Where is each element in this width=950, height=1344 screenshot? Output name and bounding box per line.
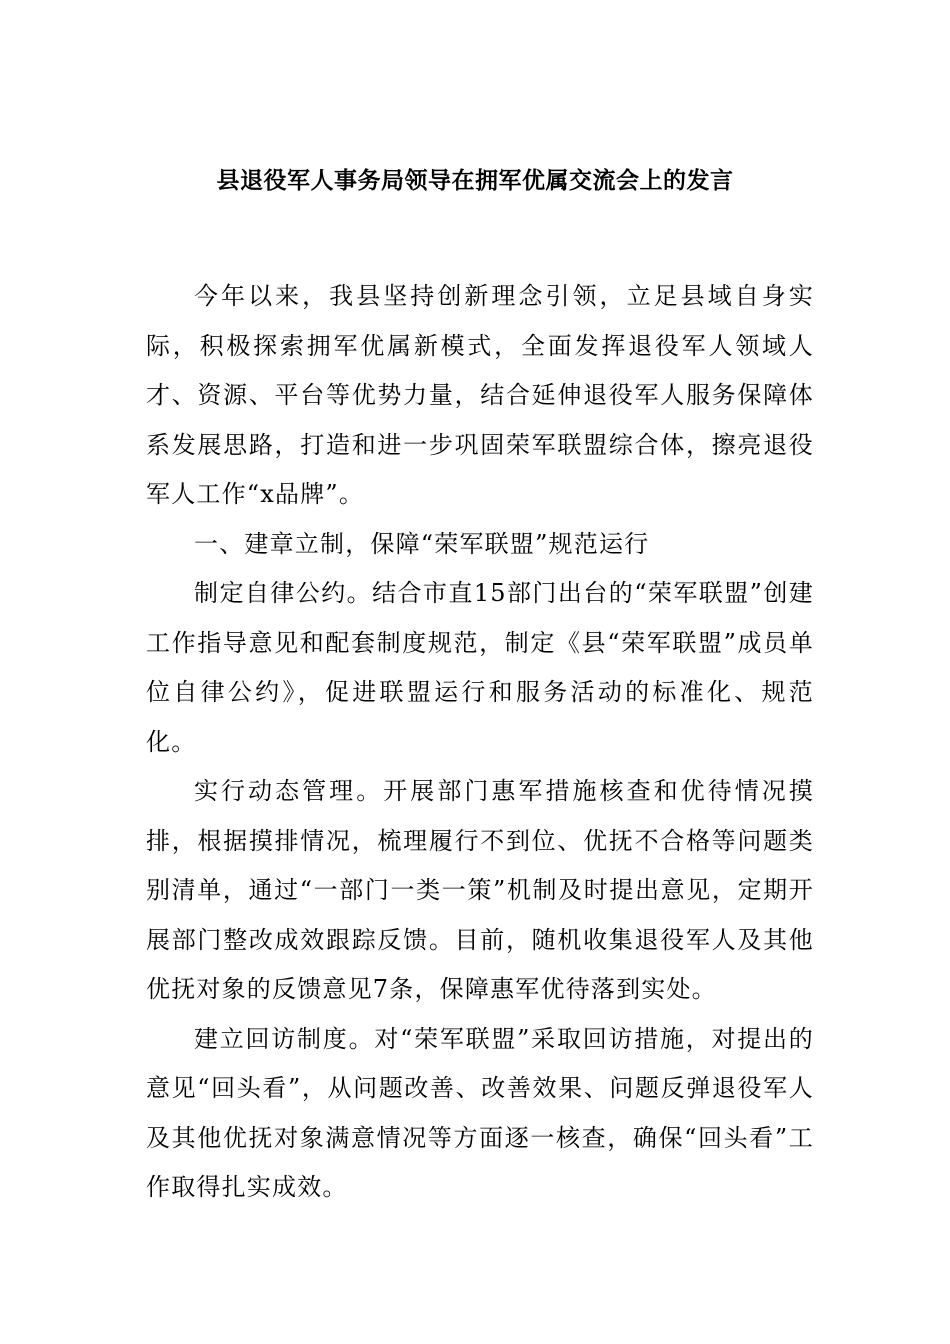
paragraph-self-discipline: 制定自律公约。结合市直15部门出台的“荣军联盟”创建工作指导意见和配套制度规范，制定《县“荣军联盟”成员单位自律公约》，促进联盟运行和服务活动的标准化、规范化。 bbox=[146, 579, 814, 756]
section-heading-1: 一、建章立制，保障“荣军联盟”规范运行 bbox=[194, 529, 650, 558]
paragraph-revisit-system: 建立回访制度。对“荣军联盟”采取回访措施，对提出的意见“回头看”，从问题改善、改善效果、问题反弹退役军人及其他优抚对象满意情况等方面逐一核查，确保“回头看”工作取得扎实成效。 bbox=[146, 1024, 814, 1201]
paragraph-intro: 今年以来，我县坚持创新理念引领，立足县域自身实际，积极探索拥军优属新模式，全面发挥退役军人领域人才、资源、平台等优势力量，结合延伸退役军人服务保障体系发展思路，打造和进一步巩固荣军联盟综合体，擦亮退役军人工作“x品牌”。 bbox=[146, 282, 814, 508]
document-body bbox=[146, 272, 814, 1213]
paragraph-dynamic-management: 实行动态管理。开展部门惠军措施核查和优待情况摸排，根据摸排情况，梳理履行不到位、优抚不合格等问题类别清单，通过“一部门一类一策”机制及时提出意见，定期开展部门整改成效跟踪反馈。目前，随机收集退役军人及其他优抚对象的反馈意见7条，保障惠军优待落到实处。 bbox=[146, 777, 814, 1003]
document-title: 县退役军人事务局领导在拥军优属交流会上的发言 bbox=[216, 167, 734, 194]
